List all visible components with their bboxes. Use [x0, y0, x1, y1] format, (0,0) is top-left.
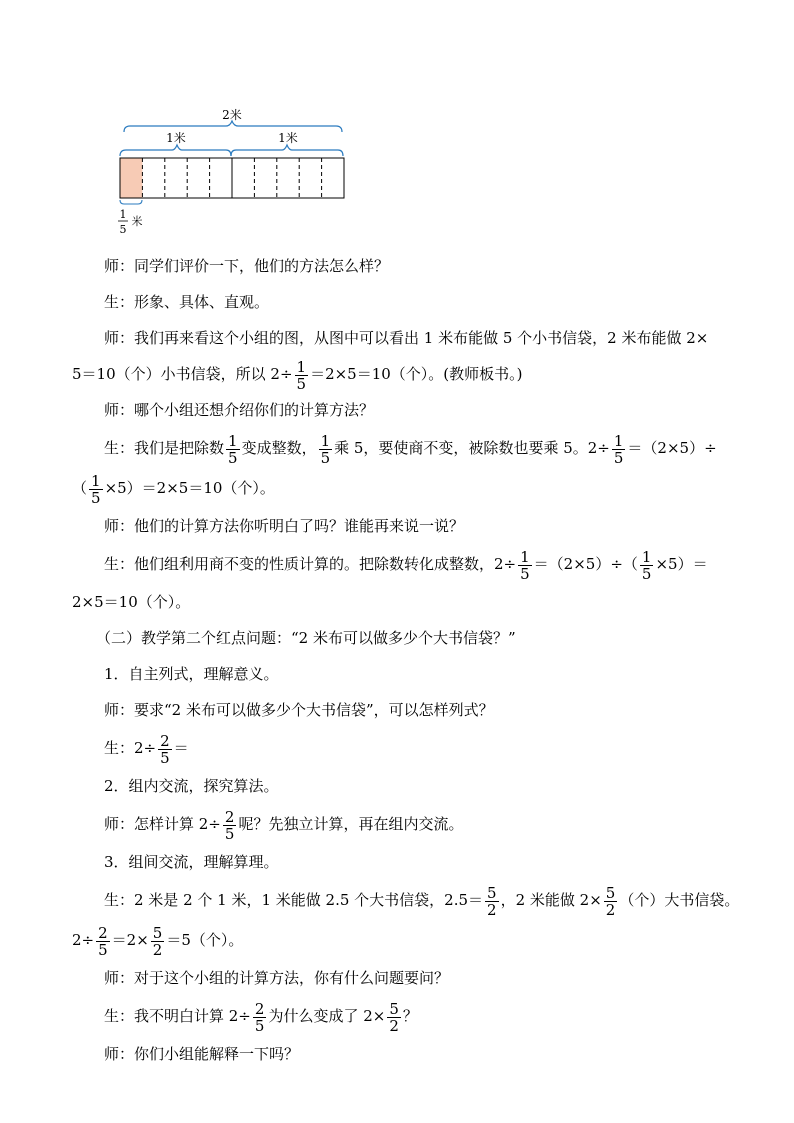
right-half-brace	[231, 145, 343, 156]
paragraph: 师：哪个小组还想介绍你们的计算方法？	[104, 401, 375, 419]
text-segment: ＝	[173, 739, 189, 757]
fraction-two-fifths	[158, 733, 172, 766]
numerator: 1	[296, 357, 307, 376]
paragraph: 生：形象、具体、直观。	[104, 293, 270, 311]
text-segment: 生：我们是把除数	[104, 439, 225, 457]
text-segment: （个）大书信袋。	[619, 891, 740, 909]
step-heading: 3．组间交流，理解算理。	[104, 853, 279, 871]
text-segment: ＝2×5＝10（个）。(教师板书。)	[310, 365, 523, 383]
denominator: 5	[91, 488, 101, 507]
text-segment: ＝5（个）。	[166, 931, 244, 949]
fifth-label-unit: 米	[131, 215, 143, 228]
denominator: 5	[641, 564, 652, 583]
numerator: 5	[605, 883, 616, 902]
text-segment: 为什么变成了 2×	[268, 1007, 386, 1025]
text-segment: 2÷	[72, 931, 95, 949]
denominator: 5	[228, 448, 238, 467]
numerator: 5	[487, 883, 497, 902]
paragraph	[0, 996, 794, 1036]
text-segment: 5＝10（个）小书信袋，所以 2÷	[72, 365, 293, 383]
total-length-label: 2米	[222, 108, 242, 122]
numerator: 2	[98, 923, 108, 942]
step-heading: 2．组内交流，探究算法。	[104, 777, 279, 795]
text-segment: 生：他们组利用商不变的性质计算的。把除数转化成整数，2÷	[104, 555, 517, 573]
highlighted-fifth	[120, 158, 142, 198]
paragraph-continued	[0, 356, 794, 392]
left-half-label: 1米	[166, 131, 186, 145]
text-segment: 变成整数，	[241, 439, 317, 457]
denominator: 2	[487, 900, 497, 919]
text-segment: （	[72, 479, 88, 497]
right-half-label: 1米	[278, 131, 298, 145]
denominator: 2	[152, 940, 163, 959]
text-segment: ＝2×	[111, 931, 149, 949]
paragraph	[0, 880, 794, 920]
denominator: 2	[605, 900, 616, 919]
left-half-brace	[120, 145, 231, 156]
paragraph-continued: 2×5＝10（个）。	[72, 593, 191, 611]
paragraph	[0, 728, 794, 768]
paragraph	[0, 804, 794, 844]
fraction-one-fifth	[319, 433, 333, 466]
numerator: 2	[160, 731, 170, 750]
fraction-five-halves	[151, 925, 165, 958]
section-heading: （二）教学第二个红点问题：“2 米布可以做多少个大书信袋？”	[96, 629, 516, 647]
cloth-diagram	[110, 104, 360, 243]
paragraph: 师：同学们评价一下，他们的方法怎么样？	[104, 257, 390, 275]
numerator: 1	[320, 431, 331, 450]
text-segment: 乘 5，要使商不变，被除数也要乘 5。2÷	[334, 439, 610, 457]
step-heading: 1．自主列式，理解意义。	[104, 665, 279, 683]
denominator: 5	[613, 448, 624, 467]
text-segment: ？	[402, 1007, 418, 1025]
fraction-two-fifths	[223, 809, 237, 842]
text-segment: 生：2 米是 2 个 1 米，1 米能做 2.5 个大书信袋，2.5＝	[104, 891, 484, 909]
fraction-two-fifths	[253, 1001, 267, 1034]
fraction-five-halves	[604, 885, 618, 918]
fraction-five-halves	[485, 885, 499, 918]
text-segment: 呢？先独立计算，再在组内交流。	[238, 815, 464, 833]
paragraph-continued	[0, 468, 794, 508]
numerator: 1	[613, 431, 624, 450]
fifth-label-numerator: 1	[119, 208, 127, 221]
denominator: 5	[296, 374, 307, 393]
fraction-five-halves	[387, 1001, 401, 1034]
fifth-brace	[120, 200, 142, 204]
numerator: 2	[254, 999, 265, 1018]
paragraph: 师：要求“2 米布可以做多少个大书信袋”，可以怎样列式？	[104, 701, 494, 719]
denominator: 5	[98, 940, 108, 959]
denominator: 5	[320, 448, 331, 467]
denominator: 5	[224, 824, 235, 843]
paragraph: 师：我们再来看这个小组的图，从图中可以看出 1 米布能做 5 个小书信袋，2 米布能做 2×	[104, 329, 709, 347]
fraction-two-fifths	[96, 925, 110, 958]
fraction-one-fifth	[612, 433, 626, 466]
text-segment: 生：2÷	[104, 739, 157, 757]
text-segment: ×5）＝	[655, 555, 708, 573]
paragraph-continued	[0, 920, 794, 960]
numerator: 1	[91, 471, 101, 490]
denominator: 5	[520, 564, 530, 583]
text-segment: ，2 米能做 2×	[500, 891, 602, 909]
numerator: 1	[520, 547, 530, 566]
paragraph: 师：对于这个小组的计算方法，你有什么问题要问？	[104, 969, 450, 987]
text-segment: ＝（2×5）÷（	[533, 555, 638, 573]
text-segment: ＝（2×5）÷	[627, 439, 717, 457]
numerator: 2	[224, 807, 235, 826]
lesson-text	[0, 248, 794, 1072]
paragraph	[0, 428, 794, 468]
paragraph: 师：他们的计算方法你听明白了吗？谁能再来说一说？	[104, 517, 465, 535]
denominator: 2	[389, 1016, 399, 1035]
numerator: 5	[152, 923, 163, 942]
paragraph	[0, 544, 794, 584]
fraction-one-fifth	[295, 359, 309, 392]
text-segment: 师：怎样计算 2÷	[104, 815, 221, 833]
fraction-one-fifth	[226, 433, 240, 466]
text-segment: ×5）＝2×5＝10（个）。	[104, 479, 275, 497]
numerator: 1	[641, 547, 652, 566]
numerator: 1	[228, 431, 238, 450]
cloth-diagram-svg	[110, 104, 360, 239]
fifth-label-denominator: 5	[119, 223, 127, 236]
fraction-one-fifth	[89, 473, 103, 506]
numerator: 5	[389, 999, 399, 1018]
total-brace	[124, 121, 342, 132]
denominator: 5	[160, 748, 170, 767]
fraction-one-fifth	[518, 549, 532, 582]
text-segment: 生：我不明白计算 2÷	[104, 1007, 251, 1025]
paragraph: 师：你们小组能解释一下吗？	[104, 1045, 300, 1063]
denominator: 5	[254, 1016, 265, 1035]
fraction-one-fifth	[640, 549, 654, 582]
